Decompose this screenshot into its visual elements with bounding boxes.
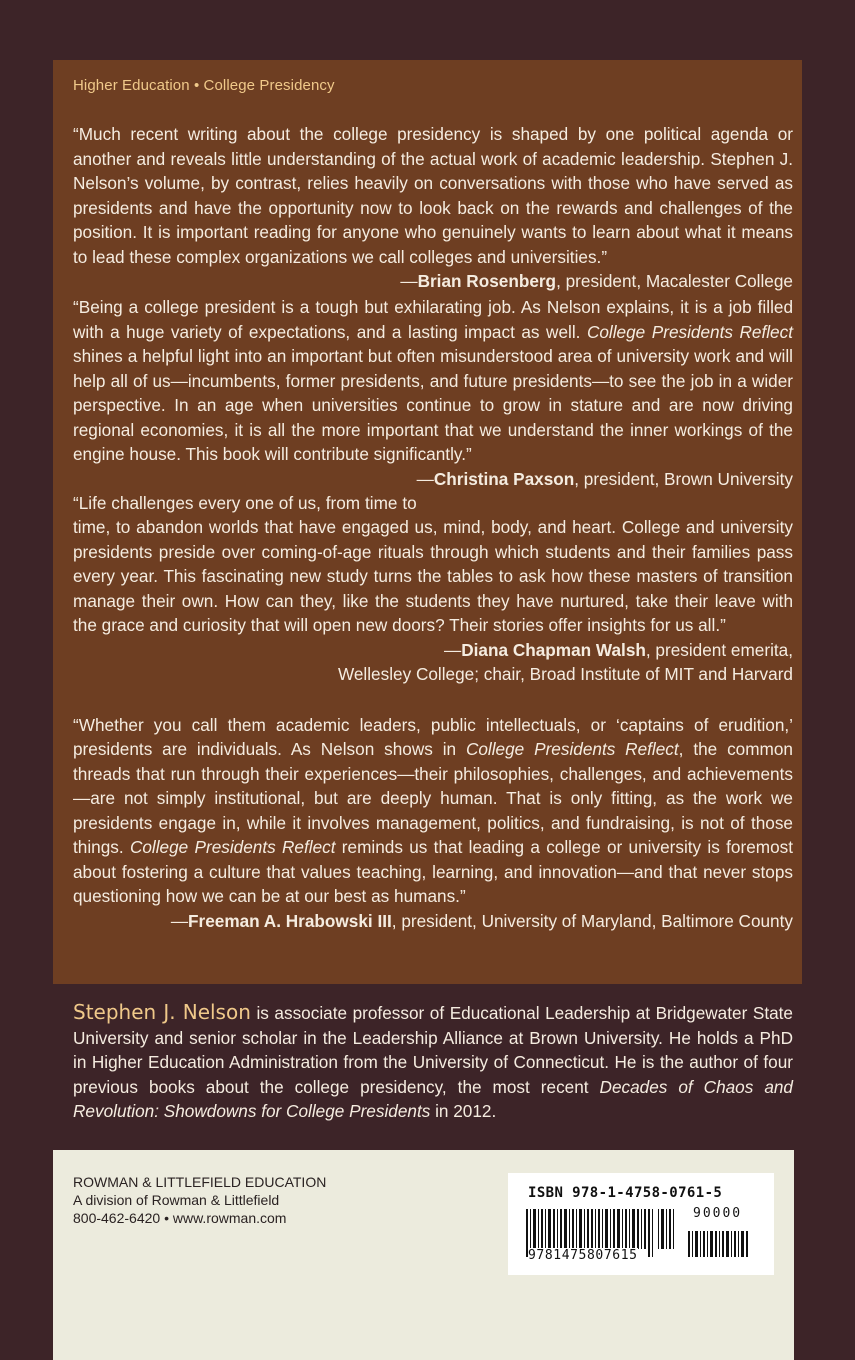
book-title: College Presidents Reflect	[586, 321, 793, 342]
quote-hrabowski: “Whether you call them academic leaders, public intellectuals, or ‘captains of erudition,’ presidents are individuals. As Nelson shows in College Presidents Reflect, the common threads that run through their experiences—their philosophies, challenges, and achievements—are not simply institutional, but are deeply human. That is only fitting, as the work we presidents engage in, while it involves management, politics, and fundraising, is not of those things. College Presidents Reflect reminds us that leading a college or university is foremost about fostering a culture that values teaching, learning, and innovation—and that never stops questioning how we can be at our best as humans.” —Freeman A. Hrabowski III, president, University of Maryland, Baltimore County	[73, 713, 793, 934]
publisher-strip	[53, 1150, 794, 1360]
previous-book-title: Decades of Chaos and Revolution: Showdowns for College Presidents	[73, 1076, 793, 1121]
isbn-label: ISBN 978-1-4758-0761-5	[528, 1185, 723, 1201]
quote-rosenberg	[73, 122, 793, 291]
quote-text: “Much recent writing about the college presidency is shaped by one political agenda or another and reveals little understanding of the actual work of academic leadership. Stephen J. Nelson’s volume, by contrast, relies heavily on conversations with those who have served as presidents and have the opportunity now to look back on the rewards and challenges of the position. It is important reading for anyone who genuinely wants to learn about what it means to lead these complex organizations we call colleges and universities.”	[73, 124, 793, 267]
category-label: Higher Education • College Presidency	[73, 77, 335, 94]
book-title: College Presidents Reflect	[465, 739, 679, 759]
publisher-info	[73, 1173, 326, 1227]
ean-digits: 9781475807615	[528, 1248, 638, 1263]
author-bio: Stephen J. Nelson is associate professor of Educational Leadership at Bridgewater State University and senior scholar in the Leadership Alliance at Brown University. He holds a PhD in Higher Education Administration from the University of Connecticut. He is the author of four previous books about the college presidency, the most recent Decades of Chaos and Revolution: Showdowns for College Presidents in 2012.	[73, 1000, 793, 1121]
quote-walsh: “Life challenges every one of us, from time to time, to abandon worlds that have engaged us, mind, body, and heart. College and university presidents preside over coming-of-age rituals through which students and their families pass every year. This fascinating new study turns the tables to ask how these masters of transition manage their own. How can they, like the students they have nurtured, take their leave with the grace and curiosity that will open new doors? Their stories offer insights for us all.” —Diana Chapman Walsh, president emerita, Wellesley College; chair, Broad Institute of MIT and Harvard	[73, 491, 793, 687]
quote-attribution: —Christina Paxson, president, Brown University	[416, 468, 793, 489]
quote-author: Christina Paxson	[433, 468, 575, 489]
publisher-contact: 800-462-6420 • www.rowman.com	[73, 1210, 287, 1226]
quotes-list	[73, 122, 793, 957]
book-title: College Presidents Reflect	[129, 837, 336, 857]
publisher-name: ROWMAN & LITTLEFIELD EDUCATION	[73, 1174, 327, 1190]
quote-author: Diana Chapman Walsh	[461, 639, 646, 660]
publisher-division: A division of Rowman & Littlefield	[73, 1192, 280, 1208]
barcode-box	[508, 1173, 774, 1275]
quote-author: Freeman A. Hrabowski III	[188, 910, 392, 931]
quote-attribution: —Diana Chapman Walsh, president emerita,	[444, 639, 793, 660]
quote-author: Brian Rosenberg	[417, 271, 557, 291]
quote-attribution-line2: Wellesley College; chair, Broad Institute of MIT and Harvard	[337, 664, 793, 684]
author-name: Stephen J. Nelson	[73, 1000, 251, 1024]
quote-paxson: “Being a college president is a tough but exhilarating job. As Nelson explains, it is a job filled with a huge variety of expectations, and a lasting impact as well. College Presidents Reflect shines a helpful light into an important but often misunderstood area of university work and will help all of us—incumbents, former presidents, and future presidents—to see the job in a wider perspective. In an age when universities continue to grow in stature and are now driving regional economies, it is all the more important that we understand the inner workings of the engine house. This book will contribute significantly.” —Christina Paxson, president, Brown University	[73, 295, 793, 467]
price-code: 90000	[693, 1206, 743, 1221]
quotes-panel	[53, 60, 802, 984]
quote-attribution: —Brian Rosenberg, president, Macalester College	[400, 271, 793, 291]
quote-attribution: —Freeman A. Hrabowski III, president, University of Maryland, Baltimore County	[170, 910, 793, 931]
